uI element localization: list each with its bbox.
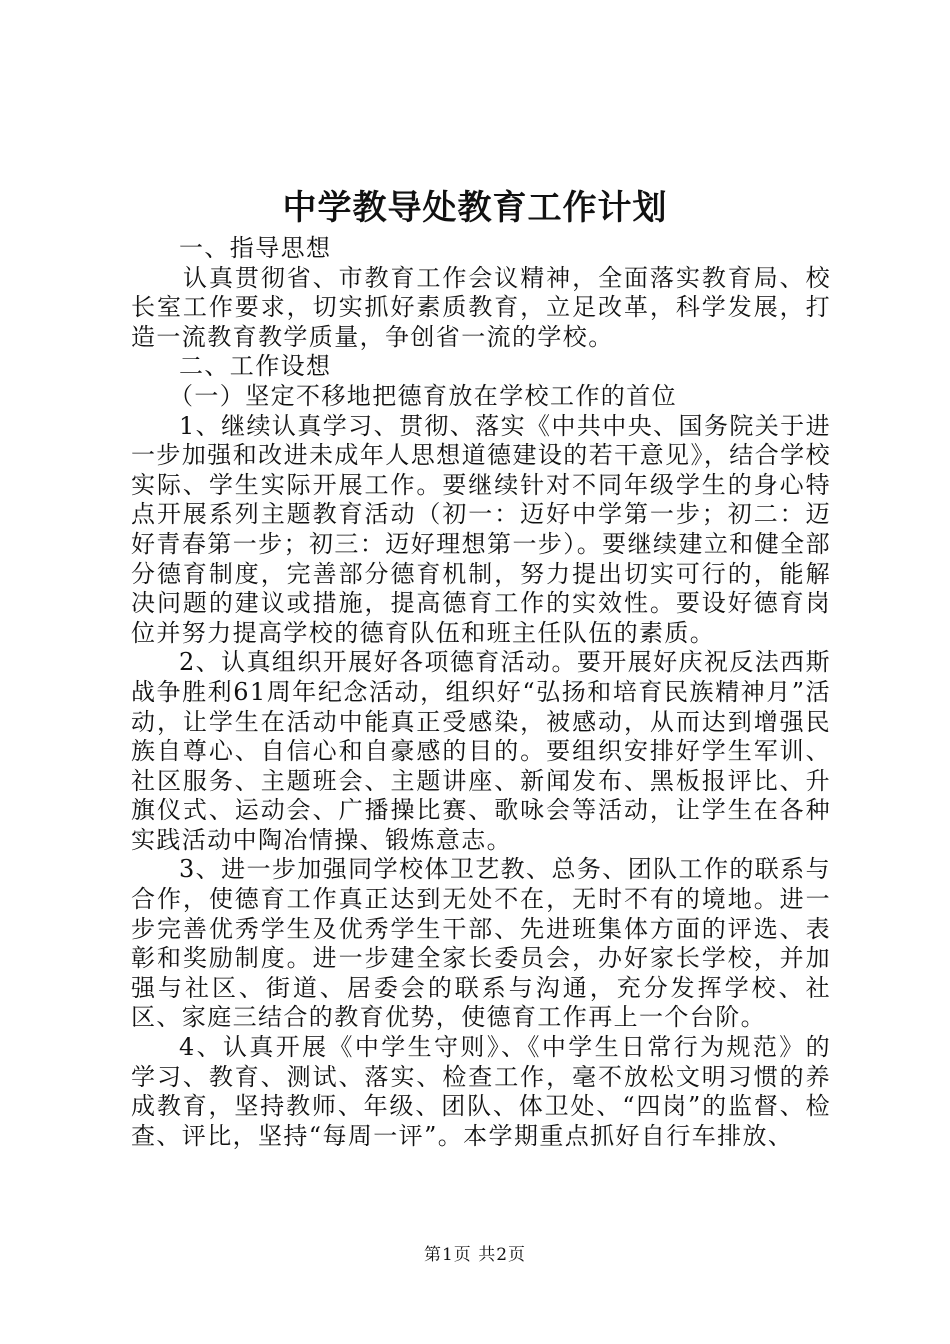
document-body — [131, 234, 831, 1151]
paragraph: 认真贯彻省、市教育工作会议精神，全面落实教育局、校长室工作要求，切实抓好素质教育，立足改革，科学发展，打造一流教育教学质量，争创省一流的学校。 — [131, 263, 831, 351]
section-heading-1: 一、指导思想 — [179, 234, 332, 262]
paragraph: 3、进一步加强同学校体卫艺教、总务、团队工作的联系与合作，使德育工作真正达到无处不在，无时不有的境地。进一步完善优秀学生及优秀学生干部、先进班集体方面的评选、表彰和奖励制度。进一步建全家长委员会，办好家长学校，并加强与社区、街道、居委会的联系与沟通，充分发挥学校、社区、家庭三结合的教育优势，使德育工作再上一个台阶。 — [131, 855, 831, 1032]
paragraph: 1、继续认真学习、贯彻、落实《中共中央、国务院关于进一步加强和改进未成年人思想道德建设的若干意见》，结合学校实际、学生实际开展工作。要继续针对不同年级学生的身心特点开展系列主题教育活动（初一：迈好中学第一步；初二：迈好青春第一步；初三：迈好理想第一步）。要继续建立和健全部分德育制度，完善部分德育机制，努力提出切实可行的，能解决问题的建议或措施，提高德育工作的实效性。要设好德育岗位并努力提高学校的德育队伍和班主任队伍的素质。 — [131, 411, 831, 647]
paragraph: 4、认真开展《中学生守则》、《中学生日常行为规范》的学习、教育、测试、落实、检查工作，毫不放松文明习惯的养成教育，坚持教师、年级、团队、体卫处、“四岗”的监督、检查、评比，坚持“每周一评”。本学期重点抓好自行车排放、 — [131, 1033, 831, 1150]
subsection-heading: （一）坚定不移地把德育放在学校工作的首位 — [169, 381, 677, 410]
document-title: 中学教导处教育工作计划 — [282, 188, 668, 228]
paragraph: 2、认真组织开展好各项德育活动。要开展好庆祝反法西斯战争胜利61周年纪念活动，组织好“弘扬和培育民族精神月”活动，让学生在活动中能真正受感染，被感动，从而达到增强民族自尊心、自信心和自豪感的目的。要组织安排好学生军训、社区服务、主题班会、主题讲座、新闻发布、黑板报评比、升旗仪式、运动会、广播操比赛、歌咏会等活动，让学生在各种实践活动中陶冶情操、锻炼意志。 — [131, 648, 831, 854]
page-footer: 第1页 共2页 — [423, 1245, 527, 1265]
section-heading-2: 二、工作设想 — [179, 352, 332, 381]
